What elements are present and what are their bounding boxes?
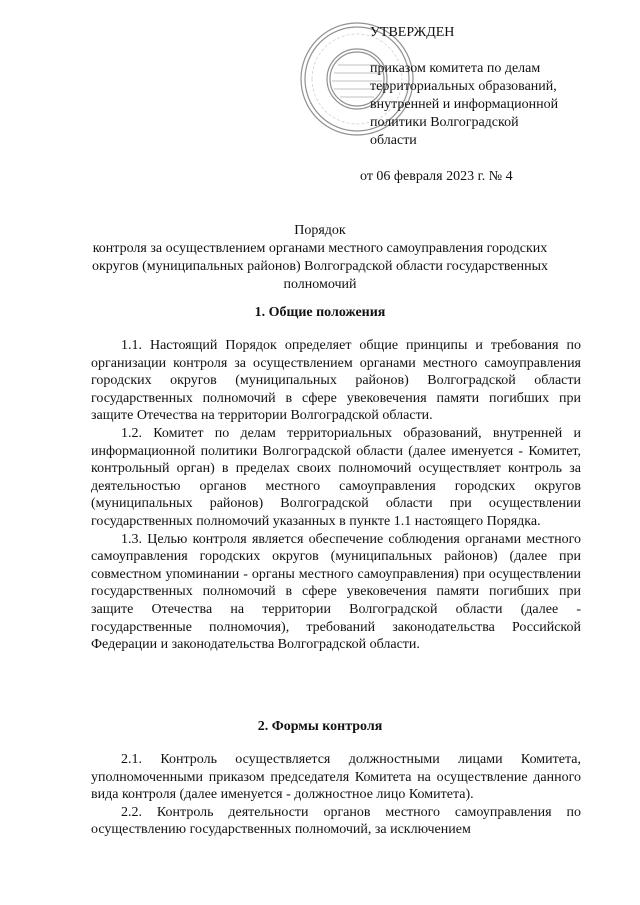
approval-issuer bbox=[370, 60, 600, 150]
section-body bbox=[91, 337, 581, 654]
approval-date: от 06 февраля 2023 г. № 4 bbox=[360, 169, 513, 184]
section-heading: 1. Общие положения bbox=[254, 305, 386, 320]
issuer-line: приказом комитета по делам bbox=[370, 61, 541, 76]
issuer-line: внутренней и информационной bbox=[370, 97, 559, 112]
paragraph: 2.1. Контроль осуществляется должностными лицами Комитета, уполномоченными приказом председателя Комитета на осуществление данного вида контроля (далее именуется - должностное лицо Комитета). bbox=[91, 752, 581, 803]
paragraph: 1.2. Комитет по делам территориальных образований, внутренней и информационной политики Волгоградской области (далее именуется - Комитет, контрольный орган) в пределах своих полномочий осуществляет контроль за деятельностью органов местного самоуправления городских округов (муниципальных районов) Волгоградской области при осуществлении государственных полномочий указанных в пункте 1.1 настоящего Порядка. bbox=[91, 425, 581, 529]
approval-block bbox=[360, 24, 600, 186]
paragraph: 2.2. Контроль деятельности органов местного самоуправления по осуществлению государственных полномочий, за исключением bbox=[91, 804, 581, 838]
issuer-line: территориальных образований, bbox=[370, 79, 557, 94]
issuer-line: политики Волгоградской bbox=[370, 115, 519, 130]
title-line: полномочий bbox=[283, 277, 357, 292]
title-line: контроля за осуществлением органами местного самоуправления городских bbox=[92, 241, 548, 256]
paragraph: 1.1. Настоящий Порядок определяет общие принципы и требования по организации контроля за осуществлением органами местного самоуправления городских округов (муниципальных районов) Волгоградской области государственных полномочий в сфере увековечения памяти погибших при защите Отечества на территории Волгоградской области. bbox=[91, 338, 581, 424]
section-body bbox=[91, 751, 581, 839]
approval-title: УТВЕРЖДЕН bbox=[370, 25, 455, 40]
issuer-line: области bbox=[370, 133, 417, 148]
title-line: Порядок bbox=[294, 223, 346, 238]
section-heading: 2. Формы контроля bbox=[257, 719, 383, 734]
paragraph: 1.3. Целью контроля является обеспечение соблюдения органами местного самоуправления городских округов (муниципальных районов) (далее при совместном упоминании - органы местного самоуправления) при осуществлении государственных полномочий в сфере увековечения памяти погибших при защите Отечества на территории Волгоградской области (далее - государственные полномочия), требований законодательства Российской Федерации и законодательства Волгоградской области. bbox=[91, 531, 581, 653]
title-line: округов (муниципальных районов) Волгоградской области государственных bbox=[91, 259, 549, 274]
document-title bbox=[60, 222, 580, 294]
